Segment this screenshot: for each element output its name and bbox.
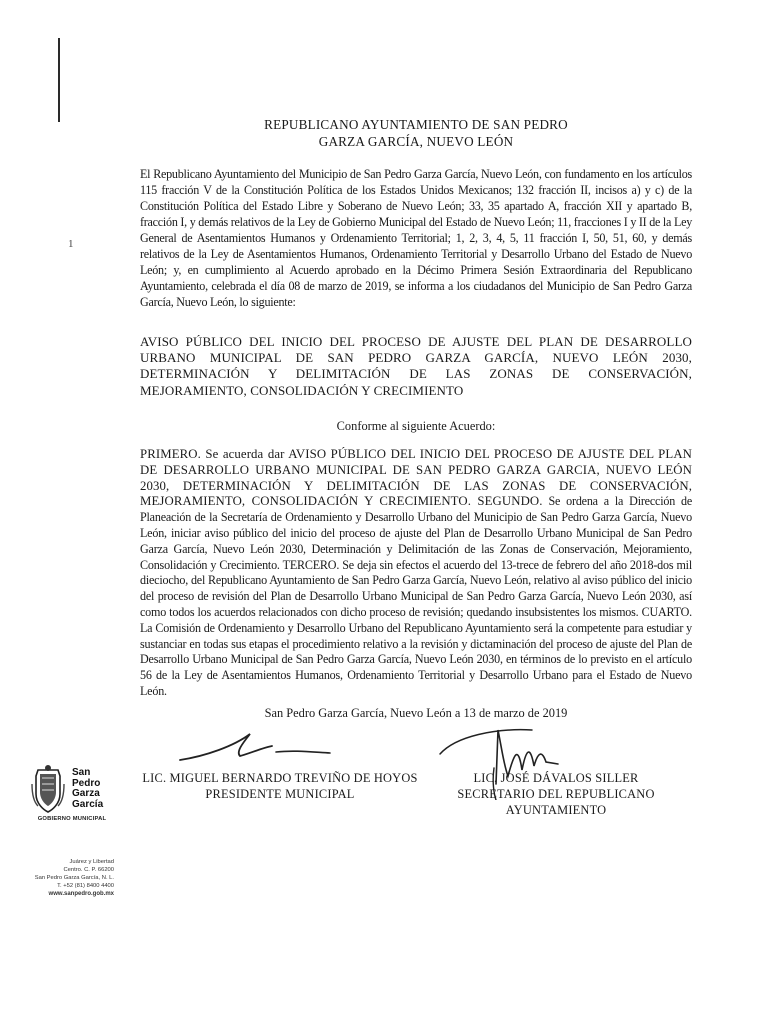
aviso-title: AVISO PÚBLICO DEL INICIO DEL PROCESO DE AJUSTE DEL PLAN DE DESARROLLO URBANO MUNICIPAL DE SAN PEDRO GARZA GARCÍA, NUEVO LEÓN 2030, DETERMINACIÓN Y DELIMITACIÓN DE LAS ZONAS DE CONSERVACIÓN, MEJORAMIENTO, CONSOLIDACIÓN Y CRECIMIENTO [140,334,692,398]
conforme-heading: Conforme al siguiente Acuerdo: [336,419,496,433]
address-line-4: T. +52 (81) 8400 4400 [57,883,114,889]
logo-word: García [72,798,104,810]
signatory-left-title: PRESIDENTE MUNICIPAL [205,787,355,801]
margin-page-number: 1 [68,238,74,250]
place-date: San Pedro Garza García, Nuevo León a 13 de marzo de 2019 [264,706,568,720]
header-line-2: GARZA GARCÍA, NUEVO LEÓN [318,134,514,149]
acuerdo-paragraph [140,447,692,700]
signatory-right [420,770,692,818]
intro-paragraph: El Republicano Ayuntamiento del Municipio de San Pedro Garza García, Nuevo León, con fundamento en los artículos 115 fracción V de la Constitución Política de los Estados Unidos Mexicanos; 132 fracción II, incisos a) y c) de la Constitución Política del Estado Libre y Soberano de Nuevo León; 33, 35 apartado A, fracción XII y apartado B, fracción I, y demás relativos de la Ley de Gobierno Municipal del Estado de Nuevo León; 11, fracciones I y II de la Ley General de Asentamientos Humanos y Ordenamiento Territorial; 1, 2, 3, 4, 5, 11 fracción I, 50, 51, 60, y demás relativos de la Ley de Asentamientos Humanos, Ordenamiento Territorial y Desarrollo Urbano del Estado de Nuevo León; y, en cumplimiento al Acuerdo aprobado en la Décimo Primera Sesión Extraordinaria del Republicano Ayuntamiento, celebrada el día 08 de marzo de 2019, se informa a los ciudadanos del Municipio de San Pedro Garza García, Nuevo León, lo siguiente: [140,167,692,309]
logo-word: Pedro [72,777,101,789]
signatory-left [140,770,420,802]
logo-wordmark [72,768,103,810]
acuerdo-caps: PRIMERO. Se acuerda dar AVISO PÚBLICO DEL INICIO DEL PROCESO DE AJUSTE DEL PLAN DE DESARROLLO URBANO MUNICIPAL DE SAN PEDRO GARZA GARCIA, NUEVO LEÓN 2030, DETERMINACIÓN Y DELIMITACIÓN DE LAS ZONAS DE CONSERVACIÓN, MEJORAMIENTO, CONSOLIDACIÓN Y CRECIMIENTO. SEGUNDO. [140,447,692,509]
signature-left [176,726,336,766]
signatory-right-name: LIC. JOSÉ DÁVALOS SILLER [473,771,639,785]
address-line-2: Centro. C. P. 66200 [63,867,114,873]
address-line-3: San Pedro Garza García, N. L. [34,875,114,881]
acuerdo-body: Se ordena a la Dirección de Planeación de la Secretaría de Ordenamiento y Desarrollo Urbano del Municipio de San Pedro Garza García, Nuevo León, iniciar aviso público del inicio del proceso de ajuste del Plan de Desarrollo Urbano Municipal de San Pedro Garza García, Nuevo León 2030, Determinación y Delimitación de las Zonas de Conservación, Mejoramiento, Consolidación y Crecimiento. TERCERO. Se deja sin efectos el acuerdo del 13-trece de febrero del año 2018-dos mil dieciocho, del Republicano Ayuntamiento de San Pedro Garza García, Nuevo León, relativo al aviso público del inicio del proceso de revisión del Plan de Desarrollo Urbano Municipal de San Pedro Garza García, Nuevo León 2030, así como todos los acuerdos relacionados con dicho proceso de revisión; quedando insubsistentes los mismos. CUARTO. La Comisión de Ordenamiento y Desarrollo Urbano del Republicano Ayuntamiento será la competente para estudiar y sustanciar en todas sus etapas el procedimiento relativo a la revisión y dictaminación del proceso de ajuste del Plan de Desarrollo Urbano Municipal de San Pedro Garza García, Nuevo León 2030, en términos de lo previsto en el artículo 56 de la Ley de Asentamientos Humanos, Ordenamiento Territorial y Desarrollo Urbano para el Estado de Nuevo León. [140,494,693,698]
address-line-1: Juárez y Libertad [69,859,114,865]
margin-rule [58,38,60,122]
website-link[interactable]: www.sanpedro.gob.mx [48,891,114,897]
footer-address [14,858,114,898]
signatory-left-name: LIC. MIGUEL BERNARDO TREVIÑO DE HOYOS [142,771,418,785]
logo-caption: GOBIERNO MUNICIPAL [37,816,107,822]
logo-word: Garza [72,788,100,799]
header-line-1: REPUBLICANO AYUNTAMIENTO DE SAN PEDRO [264,117,568,132]
signatory-right-title-1: SECRETARIO DEL REPUBLICANO [457,787,655,801]
document-header [140,116,692,150]
logo-word: San [72,767,91,778]
signatory-right-title-2: AYUNTAMIENTO [505,803,607,817]
coat-of-arms-icon [30,764,66,814]
